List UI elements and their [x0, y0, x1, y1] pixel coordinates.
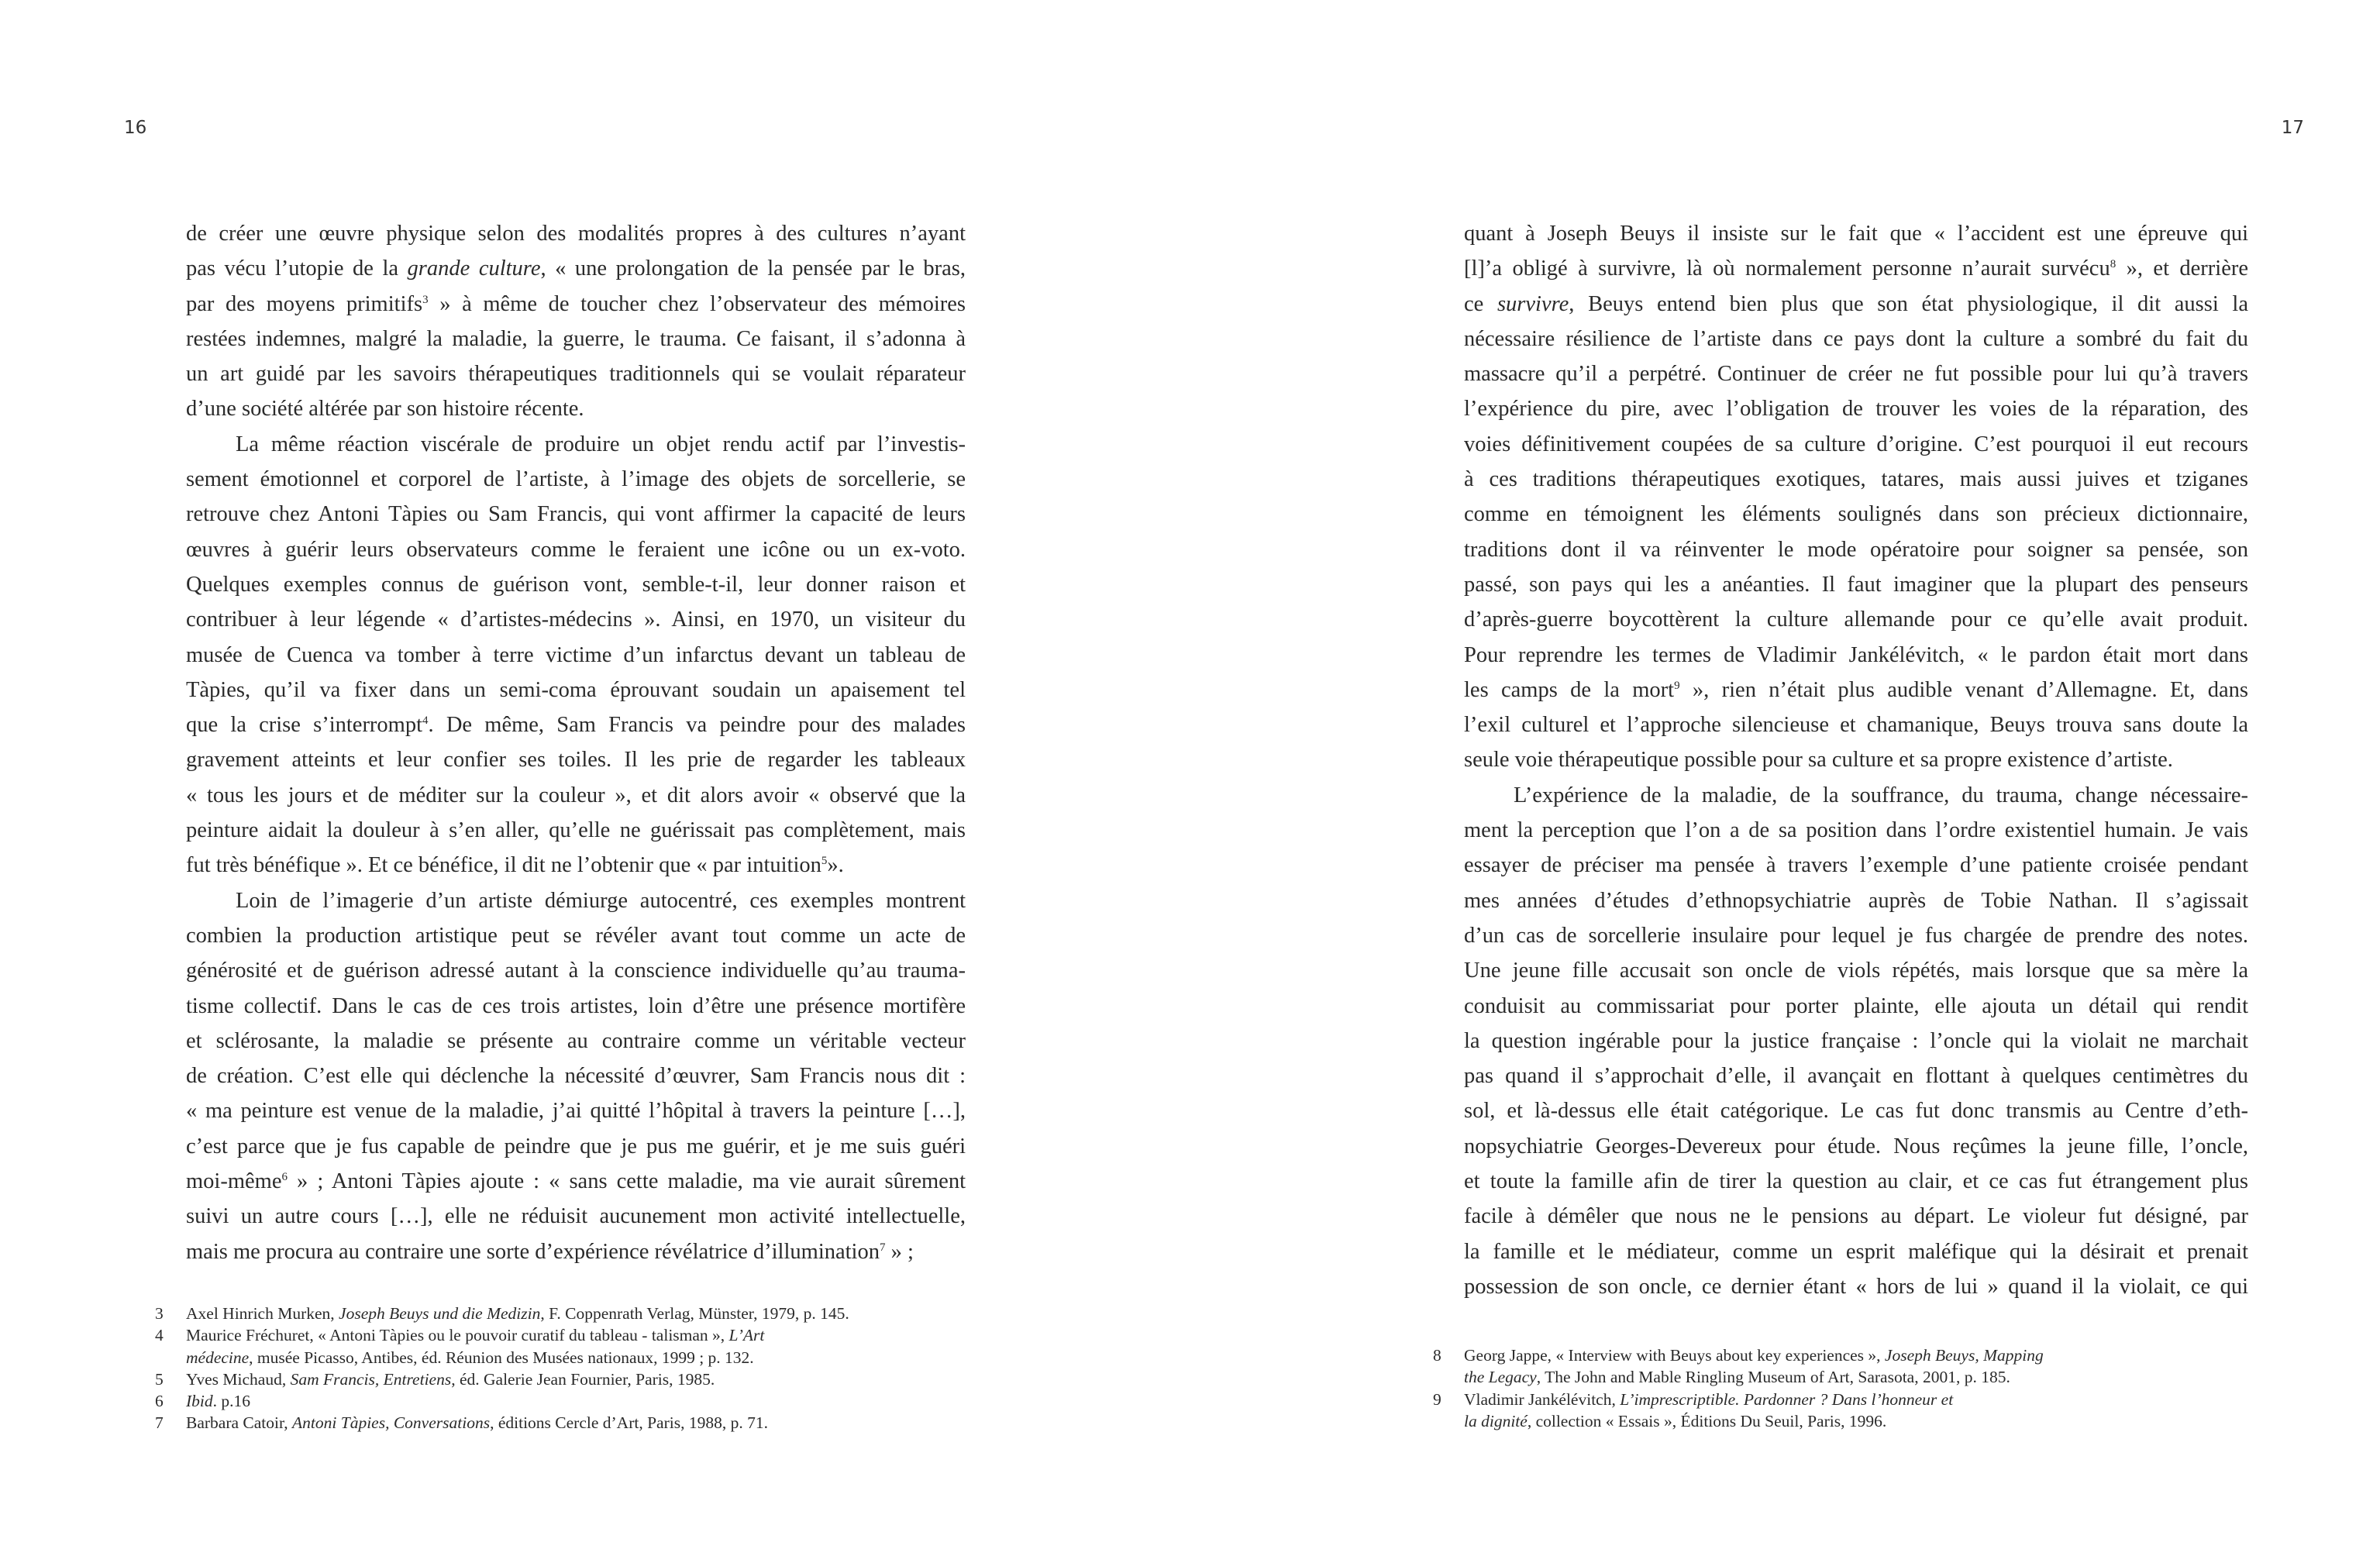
text-span: , éd. Galerie Jean Fournier, Paris, 1985.: [451, 1369, 715, 1389]
text-span: » ; Antoni Tàpies ajoute : « sans cette maladie, ma vie aurait sûrement: [287, 1169, 966, 1194]
text-span: moi-même: [186, 1169, 282, 1194]
footnote-text: [186, 1347, 976, 1368]
text-line: [186, 1024, 966, 1059]
text-span: générosité et de guérison adressé autant à la conscience individuelle qu’au trauma-: [186, 959, 966, 983]
text-span: , The John and Mable Ringling Museum of Art, Sarasota, 2001, p. 185.: [1536, 1368, 2010, 1387]
text-span: suivi un autre cours […], elle ne réduisit aucunement mon activité intellectuelle,: [186, 1204, 966, 1229]
footnote-ref: 5: [821, 855, 828, 868]
text-span: ce: [1464, 291, 1497, 316]
text-line: [1464, 1269, 2248, 1304]
footnote: [155, 1412, 976, 1434]
footnote-text: [1464, 1389, 2254, 1410]
text-line: [1464, 1164, 2248, 1199]
text-span: essayer de préciser ma pensée à travers l’exemple d’une patiente croisée pendant: [1464, 853, 2248, 878]
footnote-ref: 9: [1674, 679, 1680, 692]
text-line: [1464, 1024, 2248, 1059]
italic-span: Ibid: [186, 1392, 213, 1411]
text-line: [1464, 322, 2248, 356]
text-line: [186, 813, 966, 848]
text-line: [1464, 462, 2248, 497]
text-span: facile à démêler que nous ne le pensions au départ. Le violeur fut désigné, par: [1464, 1204, 2248, 1229]
text-span: peinture aidait la douleur à s’en aller, qu’elle ne guérissait pas complètement, mais: [186, 818, 966, 843]
text-line: [1464, 1129, 2248, 1164]
text-span: « tous les jours et de méditer sur la couleur », et dit alors avoir « observé que la: [186, 783, 966, 807]
text-line: [186, 391, 966, 426]
footnote-ref: 6: [281, 1171, 288, 1184]
text-span: un art guidé par les savoirs thérapeutiques traditionnels qui se voulait réparateur: [186, 362, 966, 387]
footnote-number: 8: [1433, 1346, 1441, 1365]
italic-span: Sam Francis, Entretiens: [290, 1369, 452, 1389]
text-span: d’une société altérée par son histoire récente.: [186, 397, 584, 422]
text-line: [1464, 638, 2248, 673]
footnote-text: [186, 1412, 976, 1434]
text-line: [186, 742, 966, 777]
text-span: que la crise s’interrompt: [186, 713, 423, 738]
text-line: [186, 532, 966, 567]
text-span: Pour reprendre les termes de Vladimir Jankélévitch, « le pardon était mort dans: [1464, 642, 2248, 667]
text-span: Vladimir Jankélévitch,: [1464, 1389, 1621, 1409]
text-line: [1464, 778, 2248, 813]
footnote-text: [186, 1390, 976, 1412]
text-span: l’exil culturel et l’approche silencieuse et chamanique, Beuys trouva sans doute la: [1464, 713, 2248, 738]
text-span: conduisit au commissariat pour porter plainte, elle ajouta un détail qui rendit: [1464, 993, 2248, 1018]
text-span: pas vécu l’utopie de la: [186, 256, 408, 281]
text-line: [1464, 1199, 2248, 1234]
footnote: [155, 1324, 976, 1346]
text-line: [1464, 251, 2248, 286]
footnotes: [155, 1303, 976, 1434]
text-span: », et derrière: [2116, 256, 2248, 281]
text-span: de créer une œuvre physique selon des modalités propres à des cultures n’ayant: [186, 222, 966, 246]
text-span: Tàpies, qu’il va fixer dans un semi-coma éprouvant soudain un apaisement tel: [186, 677, 966, 702]
footnote-number: 3: [155, 1304, 164, 1323]
footnote-text: [1464, 1410, 2254, 1432]
text-line: [186, 848, 966, 883]
text-span: d’après-guerre boycottèrent la culture allemande pour ce qu’elle avait produit.: [1464, 608, 2248, 632]
text-line: [186, 1129, 966, 1164]
text-line: [1464, 287, 2248, 322]
text-span: , collection « Essais », Éditions Du Seuil, Paris, 1996.: [1527, 1411, 1887, 1430]
footnote-text: [1464, 1366, 2254, 1388]
text-span: ».: [827, 853, 844, 878]
text-span: L’expérience de la maladie, de la souffrance, du trauma, change nécessaire-: [1514, 783, 2248, 807]
text-line: [1464, 427, 2248, 462]
text-span: » à même de toucher chez l’observateur des mémoires: [428, 291, 966, 316]
text-span: , éditions Cercle d’Art, Paris, 1988, p. 71.: [490, 1413, 768, 1433]
text-span: ment la perception que l’on a de sa position dans l’ordre existentiel humain. Je vais: [1464, 818, 2248, 843]
text-line: [186, 287, 966, 322]
italic-span: Joseph Beuys, Mapping: [1884, 1346, 2044, 1365]
text-span: traditions dont il va réinventer le mode opératoire pour soigner sa pensée, son: [1464, 537, 2248, 562]
text-line: [186, 216, 966, 251]
italic-span: médecine: [186, 1348, 250, 1367]
text-line: [186, 918, 966, 953]
text-span: possession de son oncle, ce dernier étant « hors de lui » quand il la violait, ce qui: [1464, 1274, 2248, 1299]
text-line: [1464, 673, 2248, 707]
text-span: mes années d’études d’ethnopsychiatrie auprès de Tobie Nathan. Il s’agissait: [1464, 888, 2248, 913]
text-span: , F. Coppenrath Verlag, Münster, 1979, p. 145.: [540, 1304, 849, 1323]
italic-span: grande culture: [407, 256, 541, 281]
footnote: [155, 1390, 976, 1412]
text-line: [186, 497, 966, 532]
text-line: [186, 356, 966, 391]
text-span: Loin de l’imagerie d’un artiste démiurge autocentré, ces exemples montrent: [236, 888, 966, 913]
text-line: [1464, 813, 2248, 848]
text-span: la famille et le médiateur, comme un esprit maléfique qui la désirait et prenait: [1464, 1239, 2248, 1264]
text-line: [1464, 1234, 2248, 1269]
text-line: [186, 638, 966, 673]
footnote: [1433, 1344, 2254, 1366]
text-span: restées indemnes, malgré la maladie, la guerre, le trauma. Ce faisant, il s’adonna à: [186, 326, 966, 351]
text-span: de création. C’est elle qui déclenche la nécessité d’œuvrer, Sam Francis nous dit :: [186, 1064, 966, 1089]
text-span: , « une prolongation de la pensée par le bras,: [540, 256, 966, 281]
text-span: retrouve chez Antoni Tàpies ou Sam Francis, qui vont affirmer la capacité de leurs: [186, 502, 966, 527]
text-span: La même réaction viscérale de produire un objet rendu actif par l’investis-: [236, 432, 966, 456]
footnote-number: [155, 1347, 186, 1368]
text-span: Barbara Catoir,: [186, 1413, 293, 1433]
text-line: [1464, 742, 2248, 777]
text-span: pas quand il s’approchait d’elle, il avançait en flottant à quelques centimètres du: [1464, 1064, 2248, 1089]
text-line: [1464, 391, 2248, 426]
text-span: c’est parce que je fus capable de peindre que je pus me guérir, et je me suis guéri: [186, 1134, 966, 1158]
right-page: [1190, 0, 2380, 1556]
footnote: [1433, 1410, 2254, 1432]
text-span: comme en témoignent les éléments soulignés dans son précieux dictionnaire,: [1464, 502, 2248, 527]
footnote: [155, 1347, 976, 1368]
text-line: [186, 567, 966, 602]
text-span: contribuer à leur légende « d’artistes-médecins ». Ainsi, en 1970, un visiteur du: [186, 608, 966, 632]
text-line: [1464, 602, 2248, 637]
italic-span: Antoni Tàpies, Conversations: [292, 1413, 491, 1433]
footnote-ref: 3: [422, 293, 429, 306]
text-span: nopsychiatrie Georges-Devereux pour étude. Nous reçûmes la jeune fille, l’oncle,: [1464, 1134, 2248, 1158]
text-line: [186, 322, 966, 356]
text-span: nécessaire résilience de l’artiste dans ce pays dont la culture a sombré du fait du: [1464, 326, 2248, 351]
footnote-number: 6: [155, 1392, 164, 1411]
text-line: [1464, 989, 2248, 1024]
footnote: [1433, 1389, 2254, 1410]
text-span: la question ingérable pour la justice française : l’oncle qui la violait ne marchait: [1464, 1028, 2248, 1053]
text-line: [186, 673, 966, 707]
text-span: », rien n’était plus audible venant d’Allemagne. Et, dans: [1679, 677, 2248, 702]
text-line: [1464, 848, 2248, 883]
text-span: seule voie thérapeutique possible pour sa culture et sa propre existence d’artiste.: [1464, 748, 2173, 773]
text-span: voies définitivement coupées de sa culture d’origine. C’est pourquoi il eut recours: [1464, 432, 2248, 456]
body-text: [1464, 216, 2248, 1304]
text-span: œuvres à guérir leurs observateurs comme le feraient une icône ou un ex-voto.: [186, 537, 966, 562]
text-span: mais me procura au contraire une sorte d’expérience révélatrice d’illumination: [186, 1239, 880, 1264]
text-line: [1464, 216, 2248, 251]
text-line: [186, 1199, 966, 1234]
text-span: , Beuys entend bien plus que son état physiologique, il dit aussi la: [1569, 291, 2248, 316]
text-span: et sclérosante, la maladie se présente au contraire comme un véritable vecteur: [186, 1028, 966, 1053]
footnote-ref: 8: [2110, 258, 2117, 271]
footnote: [155, 1303, 976, 1324]
text-line: [186, 778, 966, 813]
text-line: [186, 1234, 966, 1269]
footnote-text: [1464, 1344, 2254, 1366]
text-line: [1464, 953, 2248, 988]
text-span: Maurice Fréchuret, « Antoni Tàpies ou le pouvoir curatif du tableau - talisman »,: [186, 1326, 729, 1345]
page-number: 16: [124, 118, 147, 138]
text-span: les camps de la mort: [1464, 677, 1675, 702]
text-span: combien la production artistique peut se révéler avant tout comme un acte de: [186, 923, 966, 948]
italic-span: la dignité: [1464, 1411, 1528, 1430]
italic-span: L’Art: [728, 1326, 765, 1345]
italic-span: Joseph Beuys und die Medizin: [339, 1304, 541, 1323]
italic-span: the Legacy: [1464, 1368, 1537, 1387]
text-line: [1464, 883, 2248, 918]
footnote-number: [1433, 1366, 1464, 1388]
text-line: [186, 1164, 966, 1199]
text-span: d’un cas de sorcellerie insulaire pour lequel je fus chargée de prendre des notes.: [1464, 923, 2248, 948]
text-span: « ma peinture est venue de la maladie, j’ai quitté l’hôpital à travers la peinture […],: [186, 1099, 966, 1124]
text-span: » ;: [885, 1239, 914, 1264]
text-span: quant à Joseph Beuys il insiste sur le fait que « l’accident est une épreuve qui: [1464, 222, 2248, 246]
text-line: [1464, 707, 2248, 742]
text-line: [1464, 1093, 2248, 1128]
text-span: [l]’a obligé à survivre, là où normalement personne n’aurait survécu: [1464, 256, 2110, 281]
text-span: à ces traditions thérapeutiques exotiques, tatares, mais aussi juives et tziganes: [1464, 467, 2248, 492]
text-span: fut très bénéfique ». Et ce bénéfice, il dit ne l’obtenir que « par intuition: [186, 853, 821, 878]
footnote: [1433, 1366, 2254, 1388]
text-span: Yves Michaud,: [186, 1369, 291, 1389]
italic-span: L’imprescriptible. Pardonner ? Dans l’honneur et: [1620, 1389, 1954, 1409]
text-line: [186, 953, 966, 988]
footnote-number: 9: [1433, 1389, 1441, 1409]
footnote-text: [186, 1368, 976, 1390]
text-span: Axel Hinrich Murken,: [186, 1304, 339, 1323]
footnote-ref: 7: [879, 1241, 886, 1254]
text-line: [1464, 532, 2248, 567]
body-text: [186, 216, 966, 1269]
text-span: . De même, Sam Francis va peindre pour des malades: [428, 713, 966, 738]
text-line: [186, 707, 966, 742]
text-line: [1464, 567, 2248, 602]
text-line: [1464, 918, 2248, 953]
footnote-number: 5: [155, 1369, 164, 1389]
text-line: [186, 251, 966, 286]
footnote-ref: 4: [422, 714, 429, 728]
text-span: passé, son pays qui les a anéanties. Il faut imaginer que la plupart des penseurs: [1464, 572, 2248, 597]
text-span: Georg Jappe, « Interview with Beuys about key experiences »,: [1464, 1346, 1885, 1365]
text-span: , musée Picasso, Antibes, éd. Réunion des Musées nationaux, 1999 ; p. 132.: [249, 1348, 754, 1367]
text-line: [1464, 356, 2248, 391]
text-line: [1464, 497, 2248, 532]
footnote-number: 4: [155, 1326, 164, 1345]
text-span: et toute la famille afin de tirer la question au clair, et ce cas fut étrangement plus: [1464, 1169, 2248, 1194]
text-line: [1464, 1059, 2248, 1093]
footnote: [155, 1368, 976, 1390]
text-span: massacre qu’il a perpétré. Continuer de créer ne fut possible pour lui qu’à travers: [1464, 362, 2248, 387]
text-span: Quelques exemples connus de guérison vont, semble-t-il, leur donner raison et: [186, 572, 966, 597]
text-line: [186, 883, 966, 918]
text-line: [186, 462, 966, 497]
page-number: 17: [2281, 118, 2304, 138]
text-line: [186, 1059, 966, 1093]
text-span: musée de Cuenca va tomber à terre victime d’un infarctus devant un tableau de: [186, 642, 966, 667]
text-span: sement émotionnel et corporel de l’artiste, à l’image des objets de sorcellerie, se: [186, 467, 966, 492]
text-span: gravement atteints et leur confier ses toiles. Il les prie de regarder les tableaux: [186, 748, 966, 773]
text-span: tisme collectif. Dans le cas de ces trois artistes, loin d’être une présence mortifère: [186, 993, 966, 1018]
footnote-text: [186, 1324, 976, 1346]
text-span: l’expérience du pire, avec l’obligation de trouver les voies de la réparation, des: [1464, 397, 2248, 422]
text-span: par des moyens primitifs: [186, 291, 423, 316]
footnote-text: [186, 1303, 976, 1324]
text-line: [186, 602, 966, 637]
text-line: [186, 427, 966, 462]
text-line: [186, 989, 966, 1024]
footnote-number: [1433, 1410, 1464, 1432]
text-span: sol, et là-dessus elle était catégorique. Le cas fut donc transmis au Centre d’eth-: [1464, 1099, 2248, 1124]
text-span: . p.16: [212, 1392, 251, 1411]
text-span: Une jeune fille accusait son oncle de viols répétés, mais lorsque que sa mère la: [1464, 959, 2248, 983]
text-line: [186, 1093, 966, 1128]
footnotes: [1433, 1344, 2254, 1432]
italic-span: survivre: [1497, 291, 1569, 316]
footnote-number: 7: [155, 1413, 164, 1433]
